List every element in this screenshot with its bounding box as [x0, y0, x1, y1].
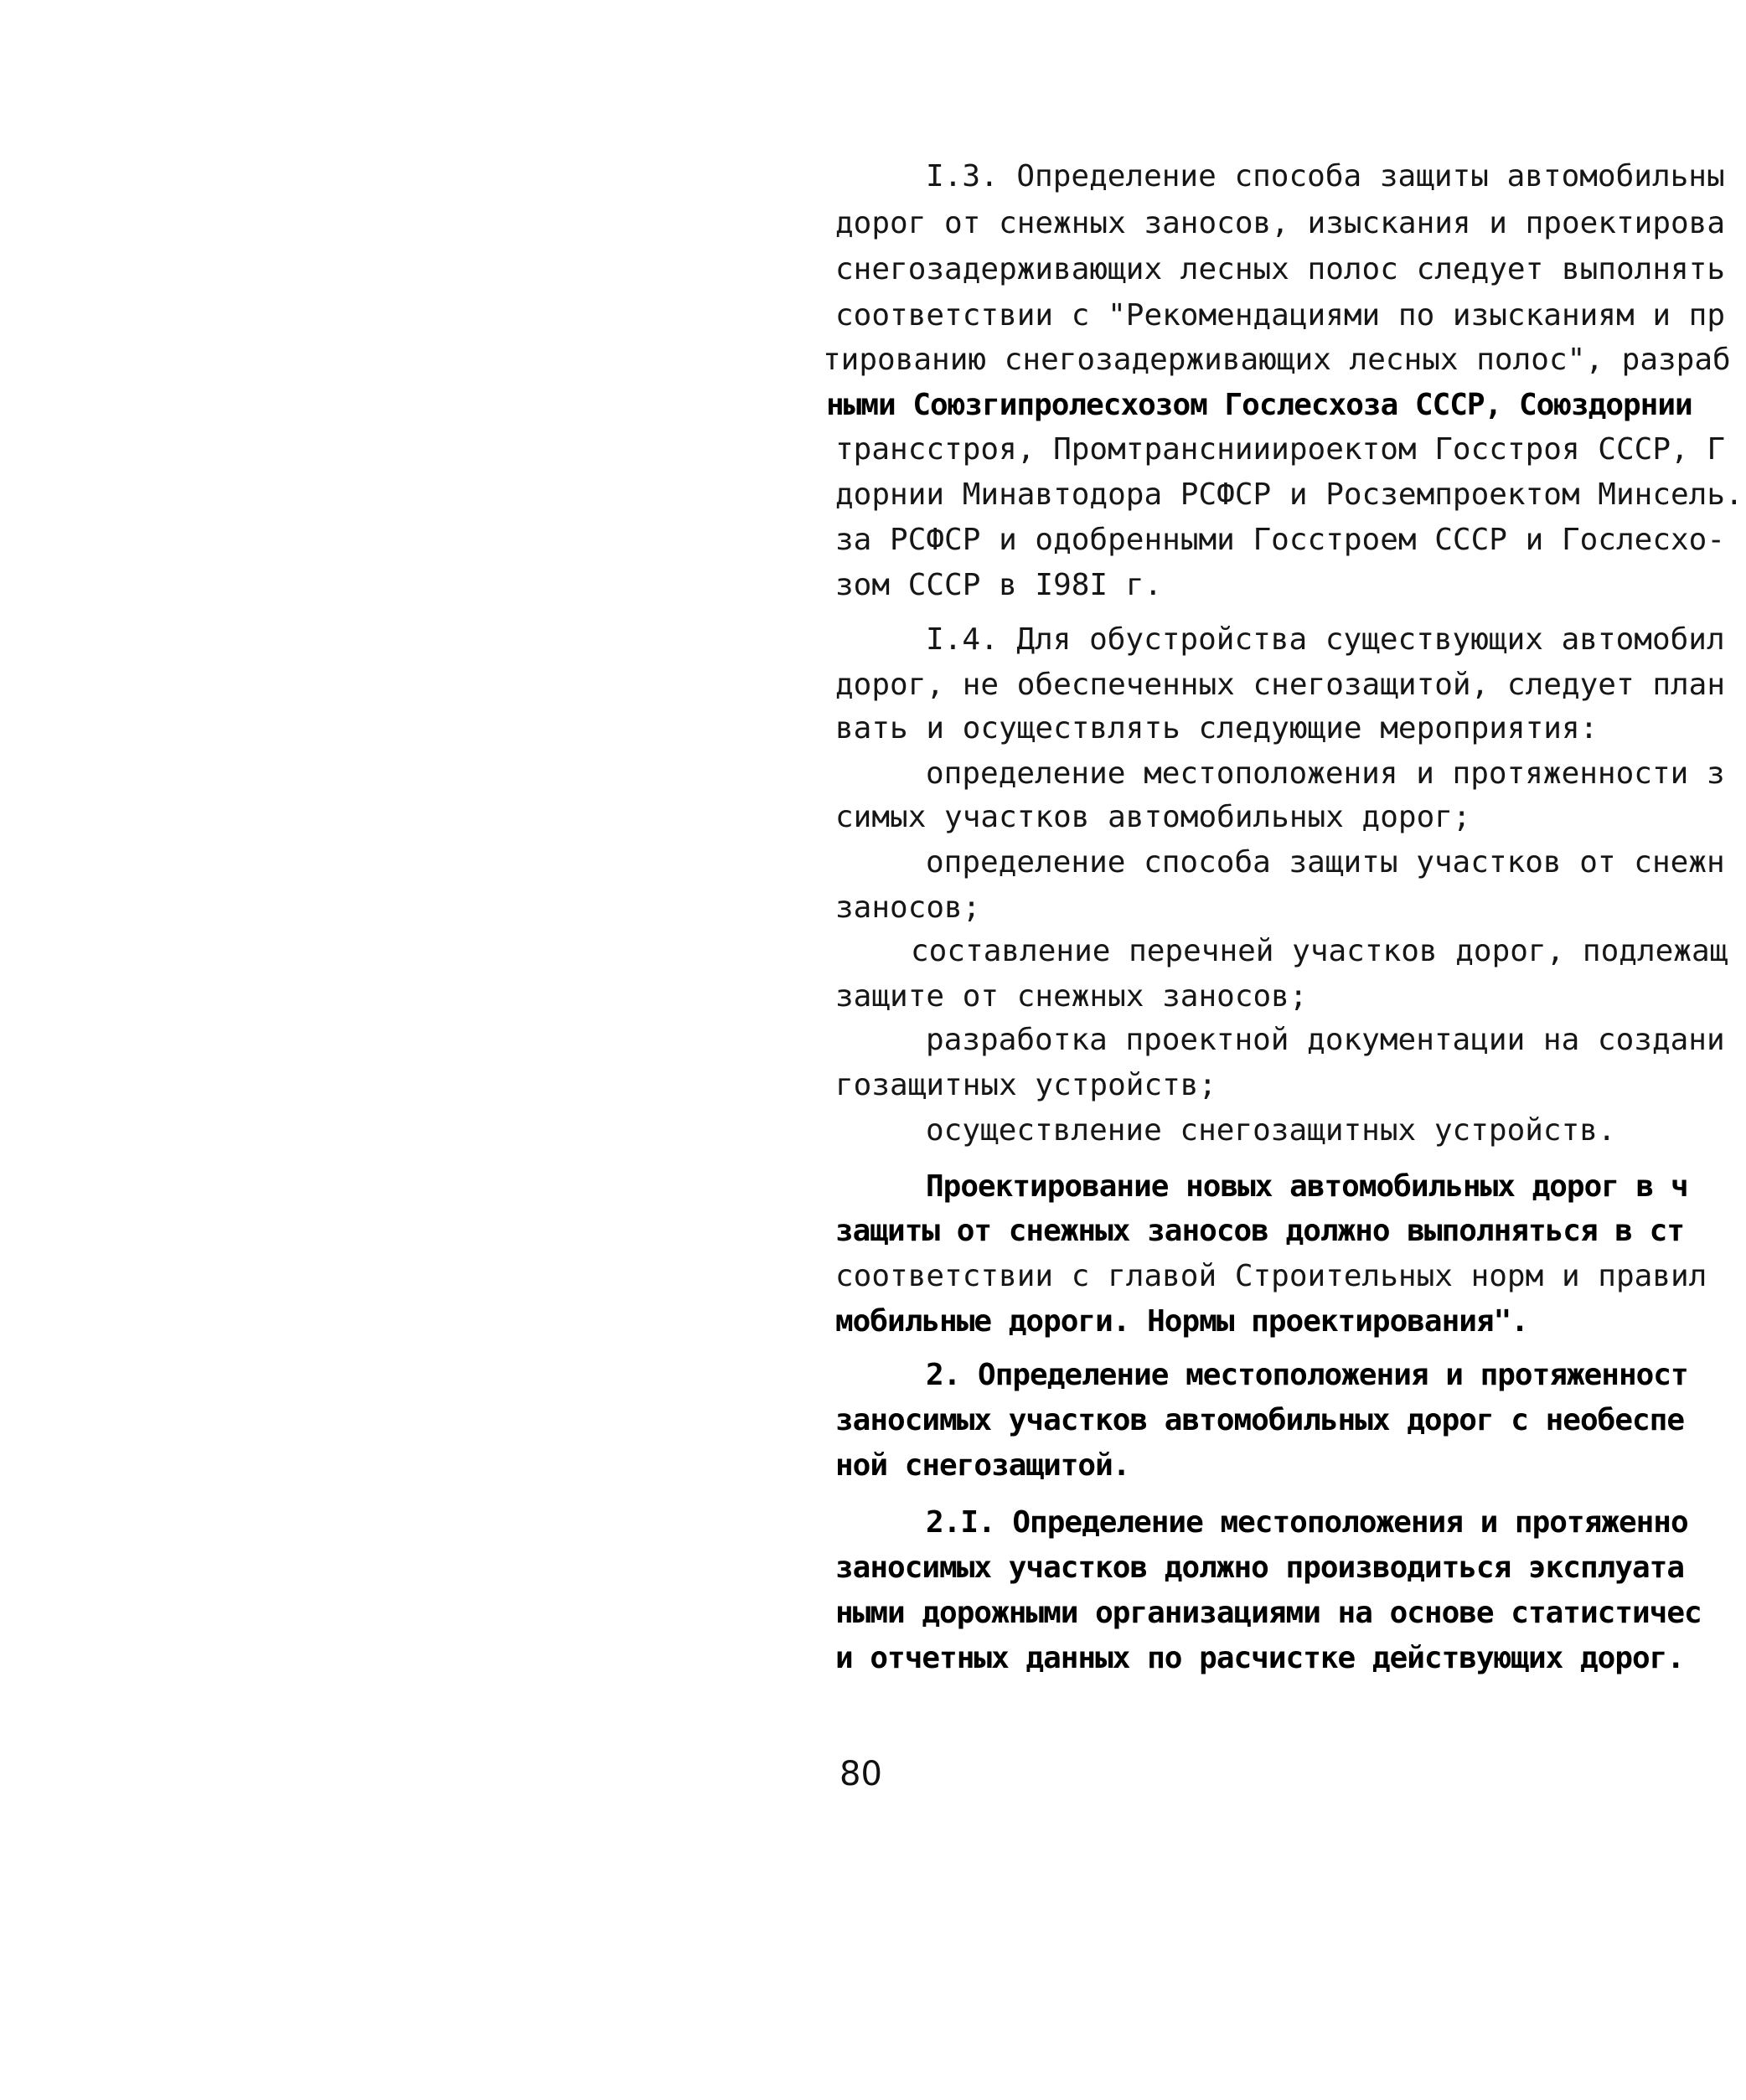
text-line: мобильные дороги. Нормы проектирования". [835, 1304, 1528, 1339]
text-line: трансстроя, Промтранснииироектом Госстроя СССР, Г [835, 432, 1726, 467]
text-line: дорог, не обеспеченных снегозащитой, следует план [835, 668, 1726, 702]
list-item-line: составление перечней участков дорог, подлежащ [911, 934, 1728, 968]
text-line: и отчетных данных по расчистке действующих дорог. [835, 1641, 1685, 1675]
text-line: I.3. Определение способа защиты автомобильны [926, 159, 1725, 193]
text-line: за РСФСР и одобренными Госстроем СССР и Гослесхо- [835, 523, 1726, 557]
list-item-line: осуществление снегозащитных устройств. [926, 1113, 1616, 1148]
list-item-line: гозащитных устройств; [835, 1068, 1217, 1102]
text-line: ными Союзгипролесхозом Гослесхоза СССР, Союздорнии [826, 388, 1692, 422]
list-item-line: защите от снежных заносов; [835, 979, 1308, 1014]
text-line: дорнии Минавтодора РСФСР и Росземпроектом Минсель. [835, 477, 1743, 512]
text-line: 2.I. Определение местоположения и протяженно [926, 1505, 1688, 1540]
text-line: защиты от снежных заносов должно выполняться в ст [835, 1214, 1685, 1248]
section-heading-line: 2. Определение местоположения и протяженност [926, 1358, 1688, 1392]
list-item-line: заносов; [835, 890, 981, 925]
list-item-line: определение способа защиты участков от снежн [926, 845, 1725, 880]
text-line: зом СССР в I98I г. [835, 568, 1163, 602]
page-number: 80 [839, 1755, 882, 1793]
text-line: Проектирование новых автомобильных дорог в ч [926, 1169, 1688, 1204]
text-line: вать и осуществлять следующие мероприятия: [835, 711, 1599, 746]
text-line: снегозадерживающих лесных полос следует выполнять [835, 252, 1726, 286]
text-line: тированию снегозадерживающих лесных полос", разраб [823, 343, 1731, 377]
text-line: дорог от снежных заносов, изыскания и проектирова [835, 206, 1726, 240]
section-heading-line: ной снегозащитой. [835, 1448, 1130, 1483]
section-heading-line: заносимых участков автомобильных дорог с необеспе [835, 1403, 1685, 1437]
text-line: соответствии с главой Строительных норм и правил [835, 1259, 1707, 1293]
list-item-line: разработка проектной документации на создани [926, 1023, 1725, 1057]
text-line: ными дорожными организациями на основе статистичес [835, 1596, 1702, 1630]
list-item-line: симых участков автомобильных дорог; [835, 800, 1471, 834]
text-line: соответствии с "Рекомендациями по изысканиям и пр [835, 298, 1726, 333]
list-item-line: определение местоположения и протяженности з [926, 756, 1725, 791]
text-line: I.4. Для обустройства существующих автомобил [926, 622, 1725, 657]
text-line: заносимых участков должно производиться эксплуата [835, 1550, 1685, 1585]
